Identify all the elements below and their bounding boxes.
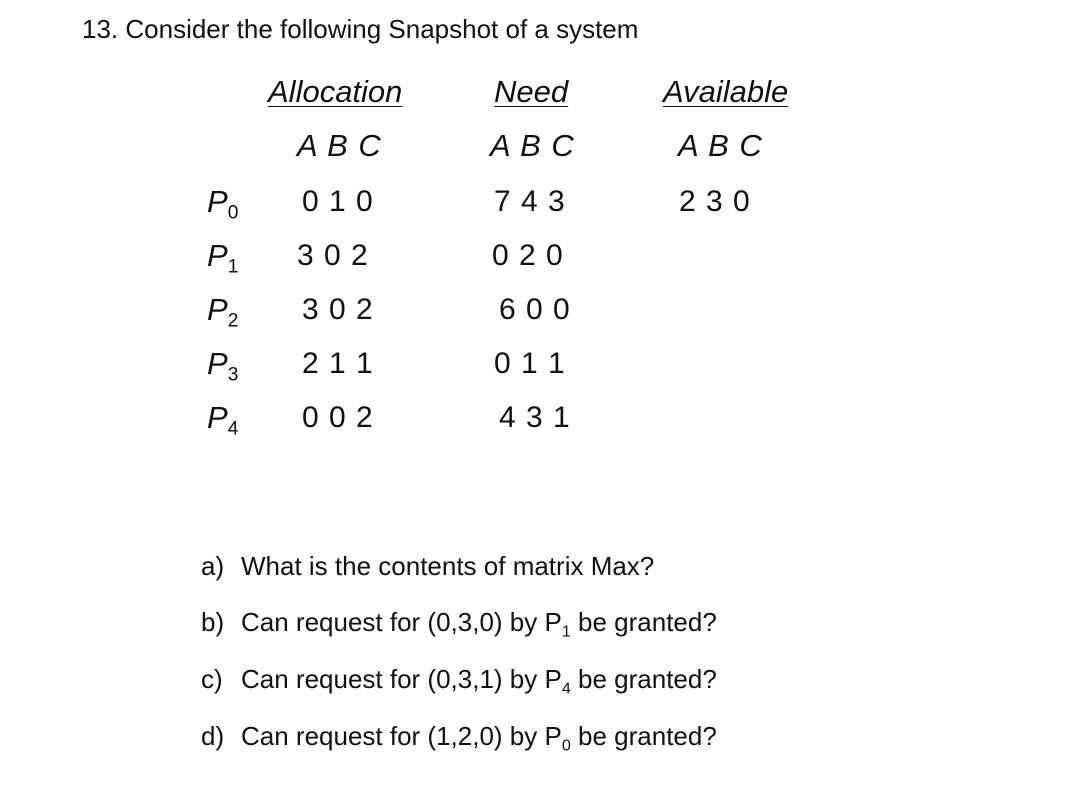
allocation-abc-subheader: A B C [297,128,382,163]
need-value: 6 0 0 [499,293,571,326]
need-value: 0 1 1 [494,347,566,380]
available-header: Available [663,74,789,109]
need-abc-subheader: A B C [490,128,575,163]
allocation-value: 2 1 1 [302,347,374,380]
allocation-header: Allocation [268,74,403,109]
subquestion-text: Can request for (0,3,1) by P [241,664,562,694]
process-label: $P_3$ [207,346,239,386]
allocation-value: 0 1 0 [302,185,374,218]
subquestion-c: c) Can request for (0,3,1) by $P_4$ be granted? [201,664,717,698]
available-abc-subheader: A B C [678,128,763,163]
subquestion-text: Can request for (0,3,0) by P [241,607,562,637]
need-value: 7 4 3 [494,185,566,218]
need-value: 0 2 0 [492,239,564,272]
subquestion-b: b) Can request for (0,3,0) by $P_1$ be granted? [201,607,717,641]
subquestion-letter: c) [201,664,223,694]
allocation-value: 3 0 2 [302,293,374,326]
need-header: Need [494,74,569,109]
need-value: 4 3 1 [499,401,571,434]
subquestion-d: d) Can request for (1,2,0) by $P_0$ be granted? [201,721,717,755]
subquestion-text: Can request for (1,2,0) by P [241,721,562,751]
available-value: 2 3 0 [679,185,751,218]
allocation-value: 3 0 2 [297,239,369,272]
subquestion-text: What is the contents of matrix Max? [241,551,655,581]
subquestion-letter: d) [201,721,225,751]
allocation-value: 0 0 2 [302,401,374,434]
question-title: 13. Consider the following Snapshot of a system [82,14,639,44]
process-label: $P_4$ [207,400,239,440]
subquestion-a [201,550,654,582]
process-label: $P_1$ [207,238,239,278]
process-label: $P_2$ [207,292,239,332]
process-label: $P_0$ [207,184,239,224]
subquestion-letter: a) [201,551,225,581]
subquestion-letter: b) [201,607,225,637]
